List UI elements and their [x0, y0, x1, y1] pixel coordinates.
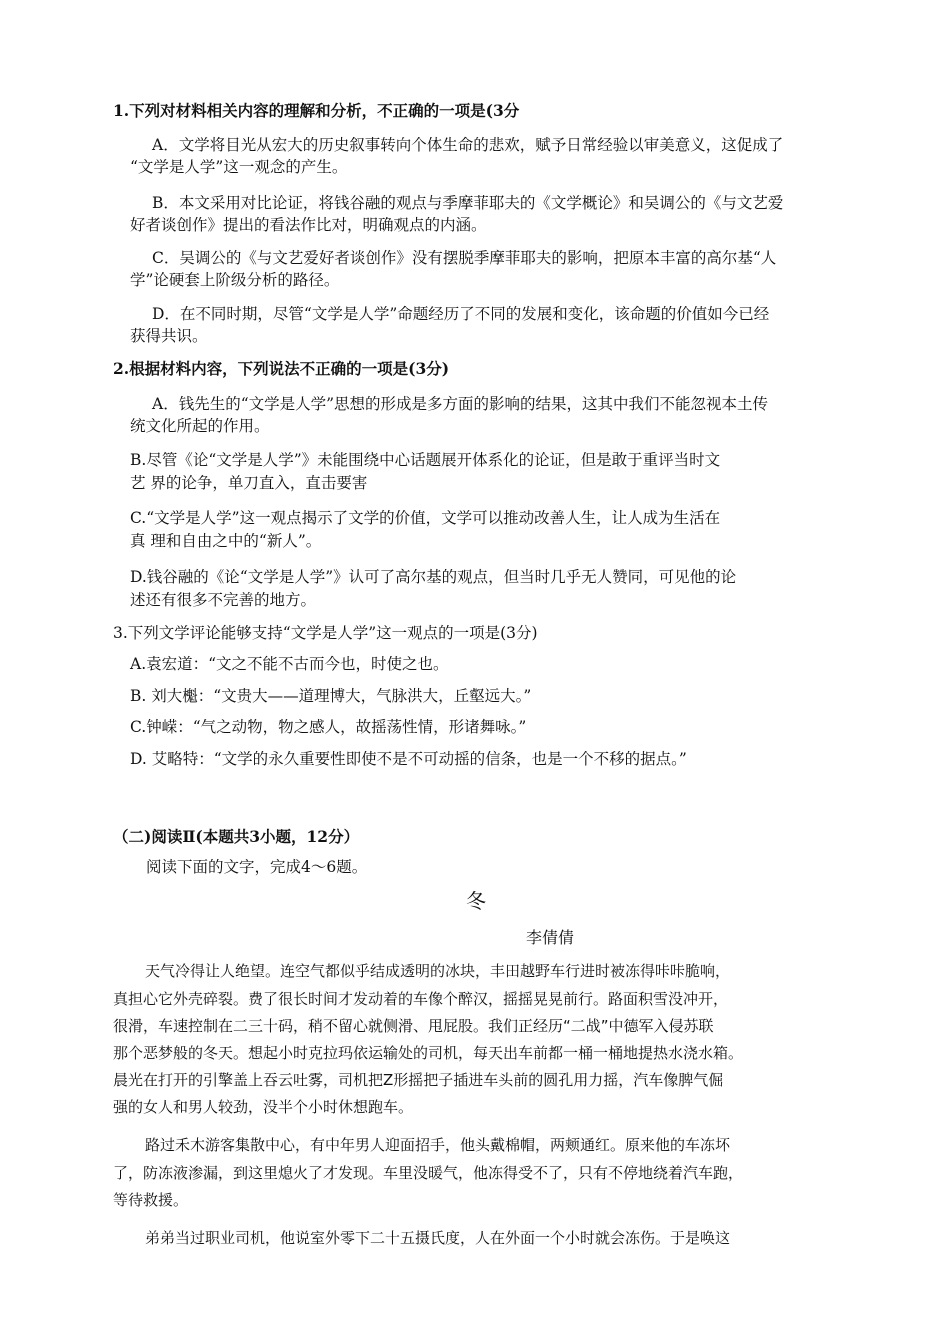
- q2-option-b-line1: B.尽管《论“文学是人学”》未能围绕中心话题展开体系化的论证，但是敢于重评当时文: [130, 451, 721, 469]
- section-heading: （二)阅读Ⅱ(本题共3小题，12分）: [113, 827, 360, 846]
- q1-option-a-line1: A．文学将目光从宏大的历史叙事转向个体生命的悲欢，赋予日常经验以审美意义，这促成了: [152, 136, 784, 154]
- passage-title: 冬: [466, 889, 486, 913]
- paragraph-2-line-3: 等待救援。: [113, 1191, 189, 1209]
- question-1-stem: 1.下列对材料相关内容的理解和分析，不正确的一项是(3分: [113, 101, 520, 120]
- q3-option-c: C.钟嵘：“气之动物，物之感人，故摇荡性情，形诸舞咏。”: [130, 718, 527, 736]
- q1-option-a-line2: “文学是人学”这一观念的产生。: [130, 158, 348, 176]
- paragraph-1-line-4: 那个恶梦般的冬天。想起小时克拉玛依运输处的司机，每天出车前都一桶一桶地提热水浇水箱。: [113, 1044, 744, 1062]
- q2-option-d-line2: 述还有很多不完善的地方。: [130, 591, 317, 609]
- section-instruction: 阅读下面的文字，完成4～6题。: [146, 858, 368, 876]
- paragraph-2-line-2: 了，防冻液渗漏，到这里熄火了才发现。车里没暖气，他冻得受不了，只有不停地绕着汽车跑，: [113, 1164, 744, 1182]
- q3-option-d: D. 艾略特：“文学的永久重要性即使不是不可动摇的信条，也是一个不移的据点。”: [130, 750, 687, 768]
- paragraph-1-line-2: 真担心它外壳碎裂。费了很长时间才发动着的车像个醉汉，摇摇晃晃前行。路面积雪没冲开，: [113, 990, 729, 1008]
- passage-author: 李倩倩: [526, 928, 575, 947]
- q2-option-c-line2: 真 理和自由之中的“新人”。: [130, 532, 322, 550]
- paragraph-2-line-1: 路过禾木游客集散中心，有中年男人迎面招手，他头戴棉帽，两颊通红。原来他的车冻坏: [145, 1136, 731, 1154]
- paragraph-1-line-3: 很滑，车速控制在二三十码，稍不留心就侧滑、甩屁股。我们正经历“二战”中德军入侵苏联: [113, 1017, 714, 1035]
- paragraph-1-line-6: 强的女人和男人较劲，没半个小时休想跑车。: [113, 1098, 414, 1116]
- q2-option-c-line1: C.“文学是人学”这一观点揭示了文学的价值，文学可以推动改善人生，让人成为生活在: [130, 509, 721, 527]
- q2-option-d-line1: D.钱谷融的《论“文学是人学”》认可了高尔基的观点，但当时几乎无人赞同，可见他的论: [130, 568, 737, 586]
- paragraph-1-line-1: 天气冷得让人绝望。连空气都似乎结成透明的冰块，丰田越野车行进时被冻得咔咔脆响，: [145, 962, 731, 980]
- q2-option-b-line2: 艺 界的论争，单刀直入，直击要害: [130, 474, 368, 492]
- q1-option-b-line2: 好者谈创作》提出的看法作比对，明确观点的内涵。: [130, 216, 487, 234]
- q3-option-b: B. 刘大櫆：“文贵大——道理博大，气脉洪大，丘壑远大。”: [130, 687, 532, 705]
- q1-option-d-line1: D．在不同时期，尽管“文学是人学”命题经历了不同的发展和变化，该命题的价值如今已经: [152, 305, 770, 323]
- paragraph-1-line-5: 晨光在打开的引擎盖上吞云吐雾，司机把Z形摇把子插进车头前的圆孔用力摇，汽车像脾气倔: [113, 1071, 724, 1089]
- q2-option-a-line1: A．钱先生的“文学是人学”思想的形成是多方面的影响的结果，这其中我们不能忽视本土传: [152, 395, 769, 413]
- q1-option-d-line2: 获得共识。: [130, 327, 208, 345]
- q1-option-c-line2: 学”论硬套上阶级分析的路径。: [130, 271, 340, 289]
- q1-option-b-line1: B．本文采用对比论证，将钱谷融的观点与季摩菲耶夫的《文学概论》和吴调公的《与文艺爱: [152, 194, 784, 212]
- paragraph-3-line-1: 弟弟当过职业司机，他说室外零下二十五摄氏度，人在外面一个小时就会冻伤。于是唤这: [145, 1229, 731, 1247]
- question-2-stem: 2.根据材料内容，下列说法不正确的一项是(3分): [113, 359, 450, 378]
- q1-option-c-line1: C．吴调公的《与文艺爱好者谈创作》没有摆脱季摩菲耶夫的影响，把原本丰富的高尔基“人: [152, 249, 777, 267]
- question-3-stem: 3.下列文学评论能够支持“文学是人学”这一观点的一项是(3分): [113, 624, 538, 642]
- q2-option-a-line2: 统文化所起的作用。: [130, 417, 270, 435]
- q3-option-a: A.袁宏道：“文之不能不古而今也，时使之也。: [130, 655, 449, 673]
